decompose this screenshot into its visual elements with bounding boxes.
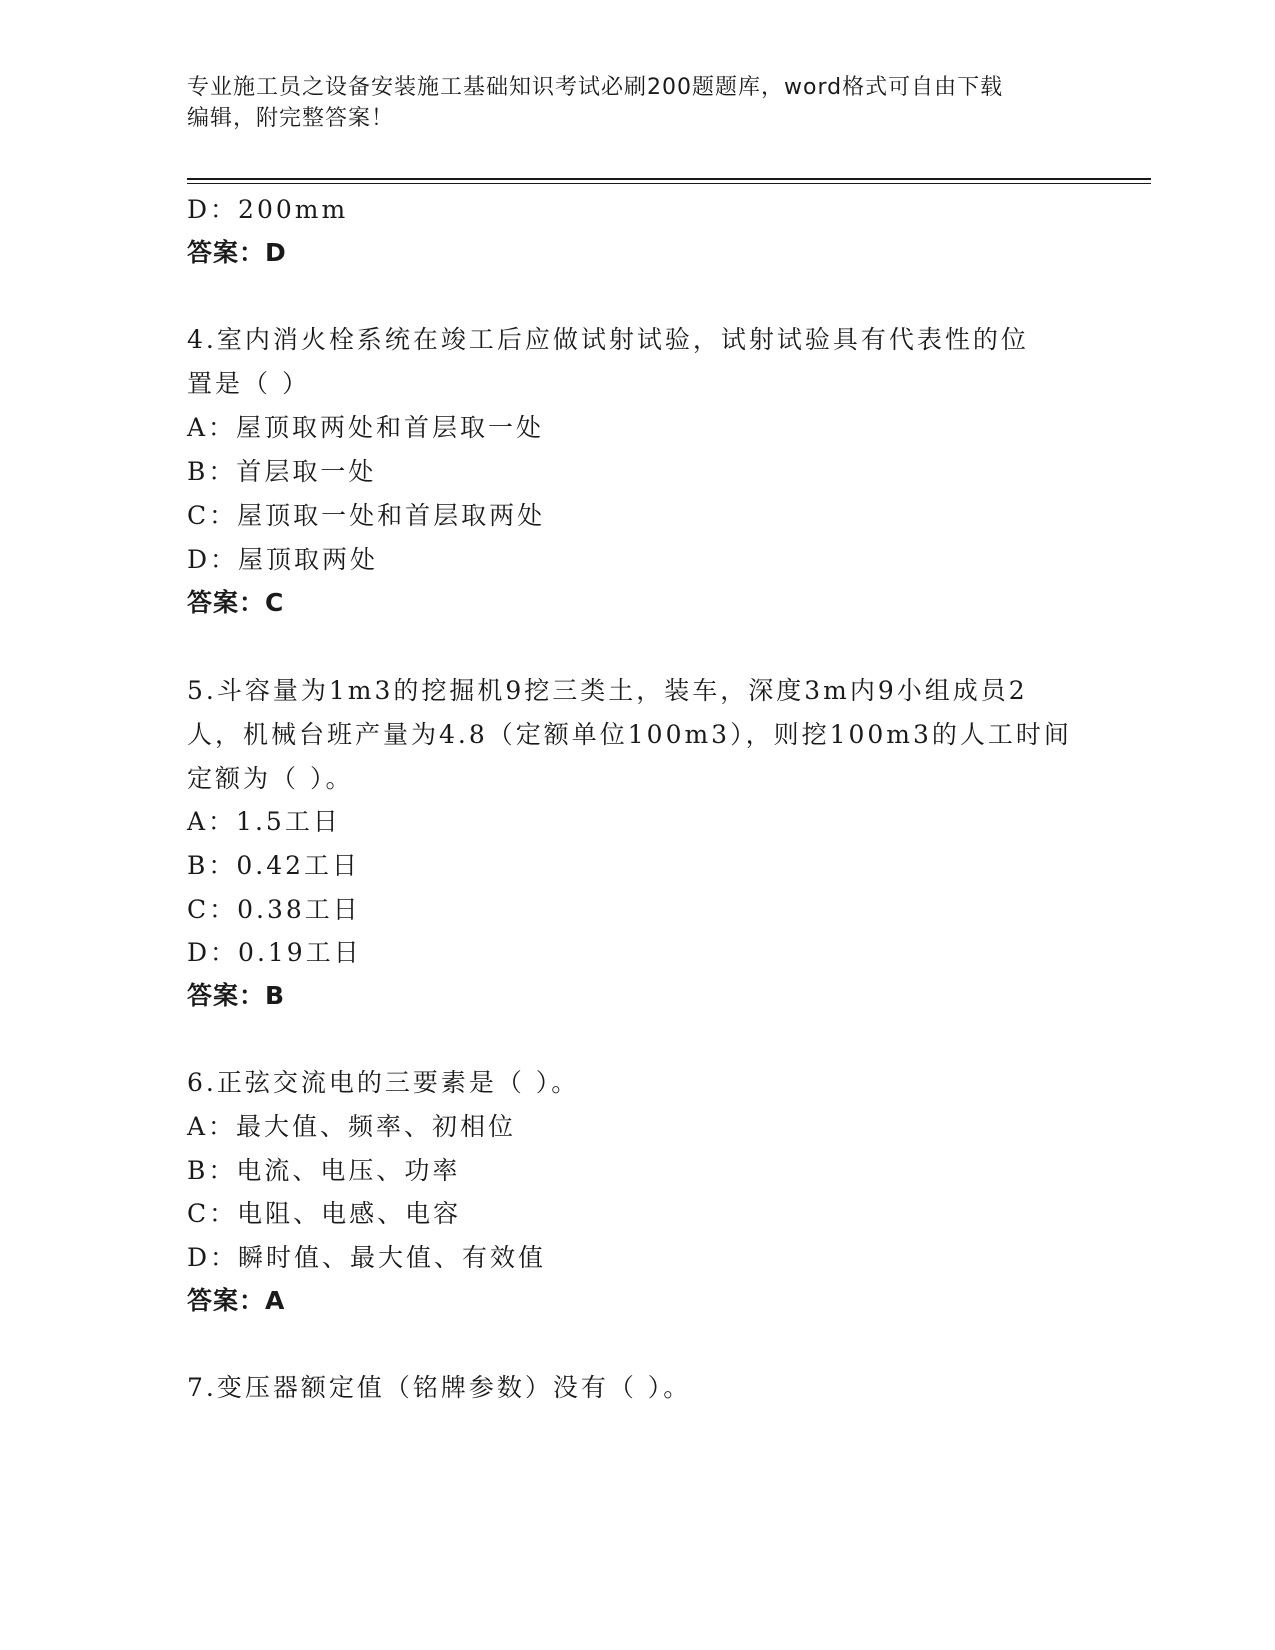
q5-option-c: C：0.38工日 <box>187 895 361 924</box>
q4-stem-line-2: 置是（ ） <box>187 369 310 398</box>
header-divider-thin <box>187 183 1151 184</box>
q4-answer: 答案：C <box>187 588 285 617</box>
q4-option-b: B：首层取一处 <box>187 457 377 486</box>
q5-stem-line-2: 人，机械台班产量为4.8（定额单位100m3），则挖100m3的人工时间 <box>187 720 1072 749</box>
q4-option-c: C：屋顶取一处和首层取两处 <box>187 501 546 530</box>
document-header <box>187 72 1087 134</box>
q6-option-b: B：电流、电压、功率 <box>187 1156 461 1185</box>
q5-option-d: D：0.19工日 <box>187 938 362 967</box>
q7-stem: 7.变压器额定值（铭牌参数）没有（ ）。 <box>187 1373 692 1402</box>
q6-answer: 答案：A <box>187 1286 286 1315</box>
header-title-line-1: 专业施工员之设备安装施工基础知识考试必刷200题题库，word格式可自由下载 <box>187 75 1004 100</box>
q6-option-a: A：最大值、频率、初相位 <box>187 1112 517 1141</box>
q4-option-a: A：屋顶取两处和首层取一处 <box>187 413 545 442</box>
q6-stem: 6.正弦交流电的三要素是（ ）。 <box>187 1068 580 1097</box>
q5-stem-line-1: 5.斗容量为1m3的挖掘机9挖三类土，装车，深度3m内9小组成员2 <box>187 676 1028 705</box>
q5-option-a: A：1.5工日 <box>187 807 341 836</box>
q6-option-d: D：瞬时值、最大值、有效值 <box>187 1243 547 1272</box>
q3-option-d: D：200mm <box>187 195 349 224</box>
q5-option-b: B：0.42工日 <box>187 851 361 880</box>
q6-option-c: C：电阻、电感、电容 <box>187 1199 462 1228</box>
q4-stem-line-1: 4.室内消火栓系统在竣工后应做试射试验，试射试验具有代表性的位 <box>187 325 1029 354</box>
q5-answer: 答案：B <box>187 981 286 1010</box>
header-title-line-2: 编辑，附完整答案！ <box>187 106 395 131</box>
header-divider-thick <box>187 178 1151 180</box>
q5-stem-line-3: 定额为（ ）。 <box>187 764 354 793</box>
q3-answer: 答案：D <box>187 238 287 267</box>
q4-option-d: D：屋顶取两处 <box>187 545 379 574</box>
